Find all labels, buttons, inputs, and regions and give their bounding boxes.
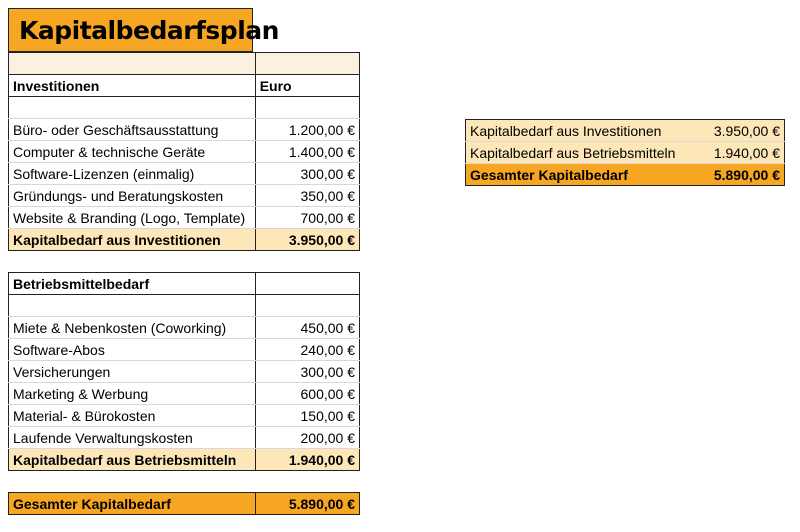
table-row (9, 427, 360, 449)
row-label[interactable]: Marketing & Werbung (9, 383, 256, 405)
row-label[interactable]: Software-Abos (9, 339, 256, 361)
investments-subtotal-row (9, 229, 360, 251)
cell[interactable] (9, 251, 256, 273)
row-label[interactable]: Website & Branding (Logo, Template) (9, 207, 256, 229)
spacer-row (9, 471, 360, 493)
operating-subtotal-row (9, 449, 360, 471)
row-label[interactable]: Software-Lizenzen (einmalig) (9, 163, 256, 185)
page-title: Kapitalbedarfsplan (8, 8, 253, 52)
spacer-row (9, 251, 360, 273)
summary-total-row (466, 164, 785, 186)
row-value[interactable]: 350,00 € (255, 185, 359, 207)
subtotal-label[interactable]: Kapitalbedarf aus Betriebsmitteln (9, 449, 256, 471)
row-value[interactable]: 1.400,00 € (255, 141, 359, 163)
row-label[interactable]: Material- & Bürokosten (9, 405, 256, 427)
cell[interactable] (255, 295, 359, 317)
operating-header-row (9, 273, 360, 295)
grand-total-value[interactable]: 5.890,00 € (255, 493, 359, 515)
summary-row (466, 120, 785, 142)
currency-header-label[interactable]: Euro (255, 75, 359, 97)
row-label[interactable]: Gründungs- und Beratungskosten (9, 185, 256, 207)
table-row (9, 295, 360, 317)
row-value[interactable]: 300,00 € (255, 361, 359, 383)
table-row (9, 361, 360, 383)
table-row (9, 405, 360, 427)
table-top-band (9, 53, 360, 75)
row-value[interactable]: 150,00 € (255, 405, 359, 427)
summary-table (465, 119, 785, 186)
subtotal-value[interactable]: 1.940,00 € (255, 449, 359, 471)
table-row (9, 141, 360, 163)
row-value[interactable]: 600,00 € (255, 383, 359, 405)
table-row (9, 163, 360, 185)
investments-header-label[interactable]: Investitionen (9, 75, 256, 97)
table-row (9, 383, 360, 405)
table-row (9, 207, 360, 229)
summary-total-label[interactable]: Gesamter Kapitalbedarf (466, 164, 687, 186)
summary-label[interactable]: Kapitalbedarf aus Investitionen (466, 120, 687, 142)
summary-label[interactable]: Kapitalbedarf aus Betriebsmitteln (466, 142, 687, 164)
row-value[interactable]: 300,00 € (255, 163, 359, 185)
cell[interactable] (255, 471, 359, 493)
row-value[interactable]: 700,00 € (255, 207, 359, 229)
row-label[interactable]: Laufende Verwaltungskosten (9, 427, 256, 449)
row-label[interactable]: Computer & technische Geräte (9, 141, 256, 163)
capital-plan-table (8, 52, 360, 515)
row-value[interactable]: 200,00 € (255, 427, 359, 449)
row-label[interactable]: Büro- oder Geschäftsausstattung (9, 119, 256, 141)
cell[interactable] (255, 97, 359, 119)
row-value[interactable]: 240,00 € (255, 339, 359, 361)
row-value[interactable]: 450,00 € (255, 317, 359, 339)
cell[interactable] (9, 471, 256, 493)
table-row (9, 317, 360, 339)
summary-value[interactable]: 3.950,00 € (686, 120, 785, 142)
row-label[interactable]: Miete & Nebenkosten (Coworking) (9, 317, 256, 339)
cell[interactable] (9, 97, 256, 119)
cell[interactable] (255, 273, 359, 295)
table-row (9, 185, 360, 207)
cell[interactable] (255, 53, 359, 75)
cell[interactable] (9, 295, 256, 317)
grand-total-row (9, 493, 360, 515)
row-value[interactable]: 1.200,00 € (255, 119, 359, 141)
cell[interactable] (9, 53, 256, 75)
investments-header-row (9, 75, 360, 97)
subtotal-value[interactable]: 3.950,00 € (255, 229, 359, 251)
grand-total-label[interactable]: Gesamter Kapitalbedarf (9, 493, 256, 515)
summary-row (466, 142, 785, 164)
summary-value[interactable]: 1.940,00 € (686, 142, 785, 164)
table-row (9, 97, 360, 119)
summary-total-value[interactable]: 5.890,00 € (686, 164, 785, 186)
subtotal-label[interactable]: Kapitalbedarf aus Investitionen (9, 229, 256, 251)
table-row (9, 119, 360, 141)
row-label[interactable]: Versicherungen (9, 361, 256, 383)
table-row (9, 339, 360, 361)
cell[interactable] (255, 251, 359, 273)
operating-header-label[interactable]: Betriebsmittelbedarf (9, 273, 256, 295)
